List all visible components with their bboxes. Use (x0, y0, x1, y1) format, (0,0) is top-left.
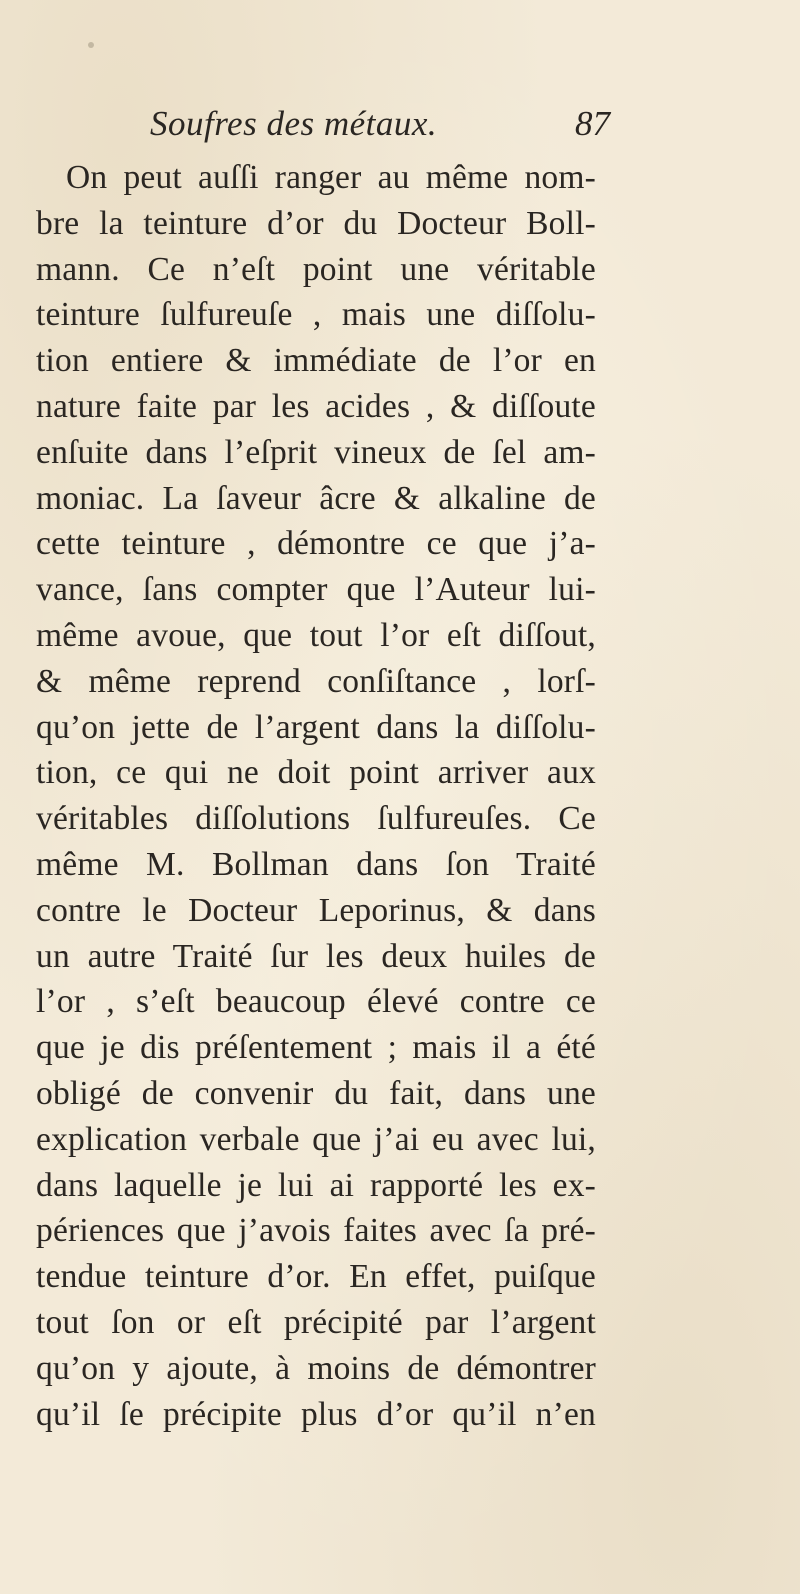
text-line: vance, ſans compter que l’Auteur lui- (36, 571, 596, 609)
text-line: même M. Bollman dans ſon Traité (36, 845, 596, 883)
text-line: tion entiere & immédiate de l’or en (36, 342, 596, 380)
text-line: dans laquelle je lui ai rapporté les ex- (36, 1166, 596, 1204)
text-line: nature faite par les acides , & diſſoute (36, 387, 596, 425)
text-line: moniac. La ſaveur âcre & alkaline de (36, 479, 596, 517)
text-line: teinture ſulfureuſe , mais une diſſolu- (36, 296, 596, 334)
running-head: Soufres des métaux. (150, 104, 438, 143)
text-line: qu’on y ajoute, à moins de démontrer (36, 1349, 596, 1387)
paper-spot (88, 42, 94, 48)
text-line: mann. Ce n’eſt point une véritable (36, 250, 596, 288)
text-line: périences que j’avois faites avec ſa pré- (36, 1212, 596, 1250)
text-line: l’or , s’eſt beaucoup élevé contre ce (36, 983, 596, 1021)
text-line: même avoue, que tout l’or eſt diſſout, (36, 616, 596, 654)
text-body (36, 155, 596, 1437)
text-line: tion, ce qui ne doit point arriver aux (36, 754, 596, 792)
text-line: obligé de convenir du fait, dans une (36, 1074, 596, 1112)
text-line: tout ſon or eſt précipité par l’argent (36, 1303, 596, 1341)
text-line: & même reprend conſiſtance , lorſ- (36, 662, 596, 700)
text-line: cette teinture , démontre ce que j’a- (36, 525, 596, 563)
text-line: enſuite dans l’eſprit vineux de ſel am- (36, 433, 596, 471)
text-line: tendue teinture d’or. En effet, puiſque (36, 1258, 596, 1296)
text-line: contre le Docteur Leporinus, & dans (36, 891, 596, 929)
text-line: bre la teinture d’or du Docteur Boll- (36, 204, 596, 242)
text-line: véritables diſſolutions ſulfureuſes. Ce (36, 800, 596, 838)
text-line: qu’on jette de l’argent dans la diſſolu- (36, 708, 596, 746)
page-header (150, 104, 610, 154)
page-number: 87 (575, 104, 610, 143)
text-line: un autre Traité ſur les deux huiles de (36, 937, 596, 975)
text-line: explication verbale que j’ai eu avec lui, (36, 1120, 596, 1158)
text-line: On peut auſſi ranger au même nom- (66, 159, 596, 196)
text-line: qu’il ſe précipite plus d’or qu’il n’en (36, 1395, 596, 1433)
text-line: que je dis préſentement ; mais il a été (36, 1029, 596, 1067)
